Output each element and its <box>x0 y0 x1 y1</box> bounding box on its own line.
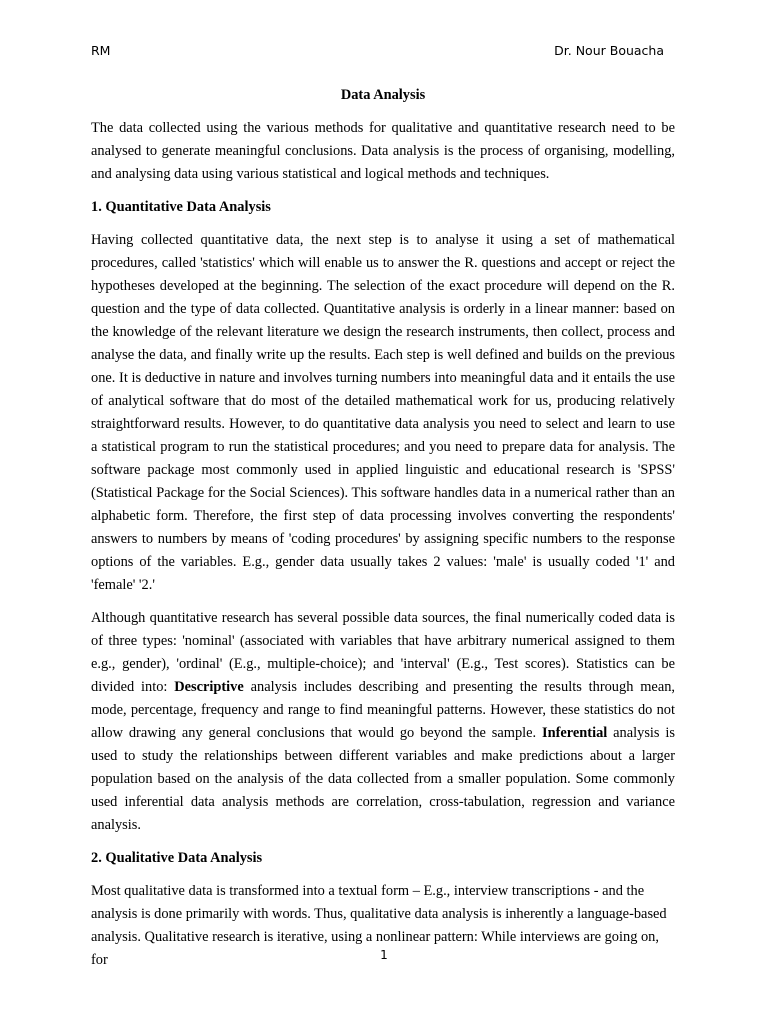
quantitative-paragraph-1: Having collected quantitative data, the next step is to analyse it using a set of mathematical procedures, called 'statistics' which will enable us to answer the R. questions and accept or reject the hypotheses developed at the beginning. The selection of the exact procedure will depend on the R. question and the type of data collected. Quantitative analysis is orderly in a linear manner: based on the knowledge of the relevant literature we design the research instruments, then collect, process and analyse the data, and finally write up the results. Each step is well defined and builds on the previous one. It is deductive in nature and involves turning numbers into meaningful data and it entails the use of analytical software that do most of the detailed mathematical work for us, producing relatively straightforward results. However, to do quantitative data analysis you need to select and learn to use a statistical program to run the statistical procedures; and you need to prepare data for analysis. The software package most commonly used in applied linguistic and educational research is 'SPSS' (Statistical Package for the Social Sciences). This software handles data in a numerical rather than an alphabetic form. Therefore, the first step of data processing involves converting the respondents' answers to numbers by means of 'coding procedures' by assigning specific numbers to the response options of the variables. E.g., gender data usually takes 2 values: 'male' is usually coded '1' and 'female' '2.' <box>91 232 675 593</box>
section-heading-qualitative: 2. Qualitative Data Analysis <box>91 850 263 866</box>
term-descriptive: Descriptive <box>174 679 244 695</box>
header-right: Dr. Nour Bouacha <box>554 43 664 58</box>
intro-paragraph: The data collected using the various methods for qualitative and quantitative research need to be analysed to generate meaningful conclusions. Data analysis is the process of organising, modelling, and analysing data using various statistical and logical methods and techniques. <box>91 120 675 182</box>
qualitative-paragraph-1: Most qualitative data is transformed into a textual form – E.g., interview transcriptions - and the analysis is done primarily with words. Thus, qualitative data analysis is inherently a language-based analysis. Qualitative research is iterative, using a nonlinear pattern: While interviews are going on, for <box>91 883 667 968</box>
paragraph-text: analysis includes describing and presenting the results through mean, mode, percentage, frequency and range to find meaningful patterns. However, these statistics do not allow drawing any general conclusions that would go beyond the sample. <box>91 679 675 741</box>
section-heading-quantitative: 1. Quantitative Data Analysis <box>91 199 271 215</box>
document-body <box>91 84 675 982</box>
paragraph-text: analysis is used to study the relationships between different variables and make predictions about a larger population based on the analysis of the data collected from a smaller population. Some commonly used inferential data analysis methods are correlation, cross-tabulation, regression and variance analysis. <box>91 725 675 833</box>
paragraph-text: Although quantitative research has several possible data sources, the final numerically coded data is of three types: 'nominal' (associated with variables that have arbitrary numerical assigned to them e.g., gender), 'ordinal' (E.g., multiple-choice); and 'interval' (E.g., Test scores). Statistics can be divided into: <box>91 610 675 695</box>
header-left: RM <box>91 43 111 58</box>
page-number: 1 <box>380 948 388 962</box>
document-title: Data Analysis <box>340 87 426 103</box>
term-inferential: Inferential <box>542 725 608 741</box>
quantitative-paragraph-2 <box>91 607 675 837</box>
